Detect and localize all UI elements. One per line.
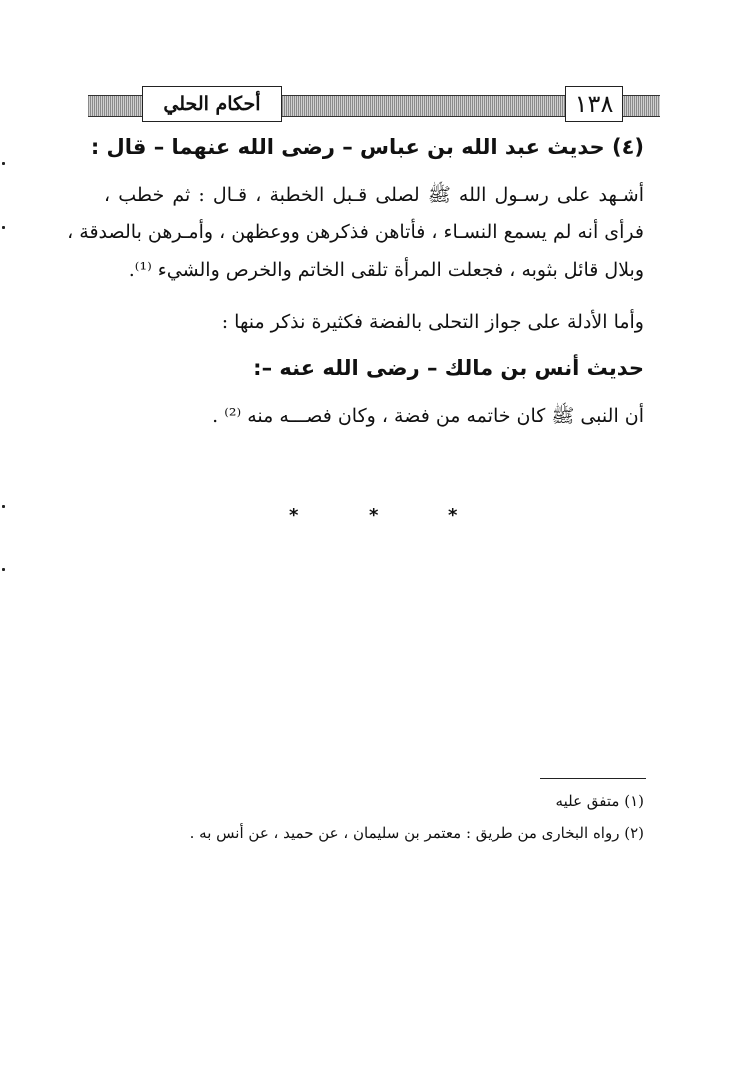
margin-mark xyxy=(2,226,5,229)
section-heading-anas: حديث أنس بن مالك – رضى الله عنه –: xyxy=(253,356,644,380)
section-heading-ibn-abbas: (٤) حديث عبد الله بن عباس – رضى الله عنهما – قال : xyxy=(90,135,644,159)
book-title: أحكام الحلي xyxy=(142,86,282,122)
star-mark: * xyxy=(448,505,458,526)
paragraph-line: وبلال قائل بثوبه ، فجعلت المرأة تلقى الخاتم والخرص والشيء ⁽¹⁾. xyxy=(128,259,644,281)
margin-mark xyxy=(2,568,5,571)
footnote-divider xyxy=(540,778,646,779)
paragraph-line: أشـهد على رسـول الله ﷺ لصلى قـبل الخطبة ، قـال : ثم خطب ، xyxy=(104,184,644,206)
paragraph-silver-evidence: وأما الأدلة على جواز التحلى بالفضة فكثيرة نذكر منها : xyxy=(221,311,644,333)
paragraph-line: فرأى أنه لم يسمع النسـاء ، فأتاهن فذكرهن ووعظهن ، وأمـرهن بالصدقة ، xyxy=(67,221,644,243)
page-number: ١٣٨ xyxy=(565,86,623,122)
paragraph-prophet-ring: أن النبى ﷺ كان خاتمه من فضة ، وكان فصـــه منه ⁽²⁾ . xyxy=(212,405,644,427)
margin-mark xyxy=(2,505,5,508)
star-separator xyxy=(0,505,750,529)
star-mark: * xyxy=(289,505,299,526)
margin-mark xyxy=(2,162,5,165)
star-mark: * xyxy=(369,505,379,526)
footnote-2: (٢) رواه البخارى من طريق : معتمر بن سليمان ، عن حميد ، عن أنس به . xyxy=(189,824,644,842)
footnote-1: (١) متفق عليه xyxy=(555,792,644,810)
